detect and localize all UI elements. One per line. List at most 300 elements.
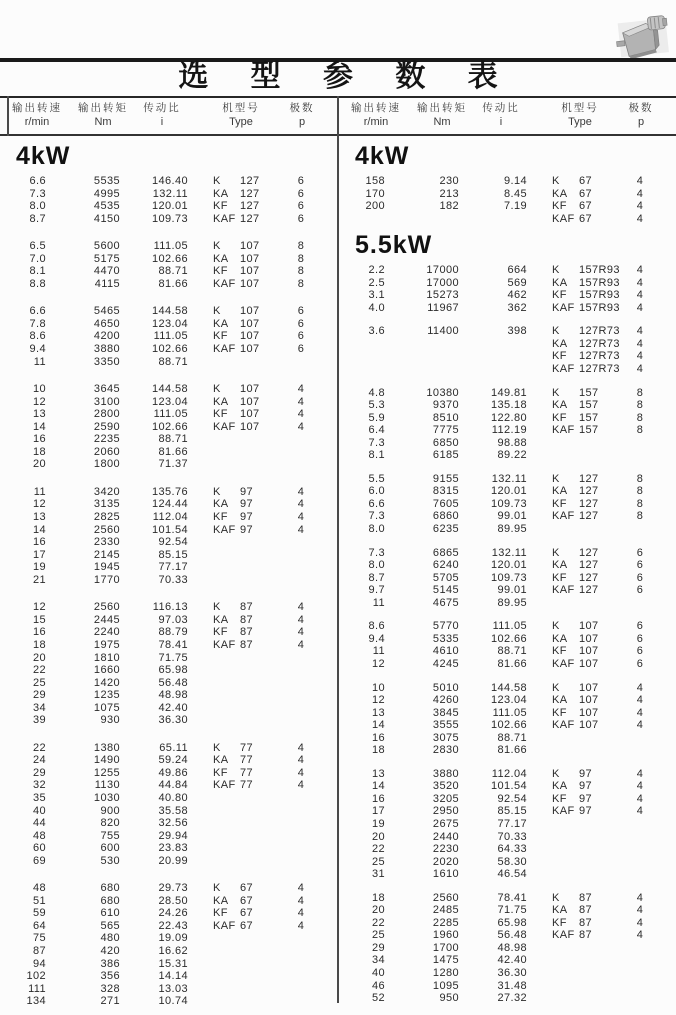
speed-cell: 5.5 [368,472,385,485]
type-cell [213,356,275,369]
table-row [0,626,337,639]
torque-cell: 1030 [93,791,120,804]
table-row [0,754,337,767]
type-prefix: K [213,305,221,318]
type-cell [213,498,275,511]
ratio-cell: 120.01 [151,200,188,213]
ratio-cell: 71.37 [158,458,188,471]
type-cell [552,584,614,597]
table-row [339,992,676,1005]
type-prefix: KF [552,289,567,302]
type-cell [213,213,275,226]
type-size: 107 [579,620,599,633]
type-cell [552,954,614,967]
table-row [339,559,676,572]
poles-cell: 6 [297,200,305,213]
type-size: 67 [240,907,254,920]
speed-cell: 134 [26,995,46,1008]
type-cell [213,433,275,446]
type-cell [213,318,275,331]
table-row [0,240,337,253]
speed-cell: 14 [32,420,46,433]
type-cell [213,639,275,652]
speed-cell: 46 [371,979,385,992]
poles-cell: 4 [636,681,644,694]
header-poles-unit: p [298,116,306,128]
type-cell [552,350,620,363]
ratio-cell: 85.15 [497,805,527,818]
type-prefix: KAF [213,523,236,536]
torque-cell: 3100 [93,395,120,408]
power-heading: 4kW [355,142,410,170]
ratio-cell: 112.04 [152,511,188,524]
type-cell [552,967,614,980]
speed-cell: 20 [371,830,385,843]
type-size: 67 [579,187,593,200]
table-row [339,449,676,462]
table-row [339,682,676,695]
speed-cell: 22 [32,664,46,677]
type-size: 107 [579,681,599,694]
type-size: 127 [579,559,599,572]
type-cell [552,682,614,695]
table-row [0,945,337,958]
type-size: 127 [579,485,599,498]
type-cell [213,895,275,908]
row-block [339,620,676,670]
header-type-zh: 机型号 [561,102,599,114]
table-row [0,433,337,446]
table-row [339,967,676,980]
type-cell [552,449,614,462]
speed-cell: 8.6 [368,620,385,633]
type-cell [213,995,275,1008]
torque-cell: 1075 [93,701,120,714]
speed-cell: 14 [371,719,385,732]
torque-cell: 1095 [432,979,459,992]
ratio-cell: 144.58 [151,383,188,396]
row-block [339,325,676,375]
torque-cell: 3880 [93,343,120,356]
torque-cell: 4650 [93,317,120,330]
type-size: 107 [240,383,260,396]
torque-cell: 1975 [93,638,120,651]
torque-cell: 4610 [432,645,459,658]
type-prefix: KA [552,904,568,917]
type-cell [213,305,275,318]
speed-cell: 11 [33,485,46,498]
type-cell [213,702,275,715]
poles-cell: 4 [297,741,305,754]
torque-cell: 900 [100,804,120,817]
poles-cell: 4 [297,383,305,396]
type-cell [552,633,614,646]
table-row [0,524,337,537]
poles-cell: 4 [297,523,305,536]
type-size: 157 [579,424,599,437]
poles-cell: 4 [636,212,644,225]
type-cell [552,780,614,793]
type-size: 127 [240,212,260,225]
type-cell [552,387,614,400]
table-row [339,473,676,486]
type-prefix: KF [213,511,228,524]
table-row [0,842,337,855]
speed-cell: 11 [33,355,46,368]
table-row [339,843,676,856]
torque-cell: 4535 [93,200,120,213]
ratio-cell: 29.94 [158,829,188,842]
type-cell [552,732,614,745]
type-size: 107 [240,277,260,290]
row-block [339,473,676,536]
type-prefix: K [213,485,221,498]
type-cell [552,917,614,930]
ratio-cell: 36.30 [158,714,188,727]
ratio-cell: 77.17 [497,817,527,830]
table-row [0,995,337,1008]
type-cell [213,253,275,266]
type-prefix: K [552,386,560,399]
speed-cell: 11 [372,596,385,609]
torque-cell: 1945 [93,561,120,574]
torque-cell: 7775 [432,424,459,437]
speed-cell: 8.0 [29,200,46,213]
type-prefix: KAF [213,779,236,792]
poles-cell: 4 [297,638,305,651]
ratio-cell: 70.33 [158,573,188,586]
header-type-unit: Type [229,116,253,128]
torque-cell: 2590 [93,420,120,433]
poles-cell: 6 [636,657,644,670]
speed-cell: 170 [365,187,385,200]
type-cell [552,597,614,610]
ratio-cell: 16.62 [158,944,188,957]
poles-cell: 4 [297,779,305,792]
type-prefix: KA [552,632,568,645]
torque-cell: 17000 [426,276,459,289]
type-size: 107 [579,645,599,658]
poles-cell: 4 [636,187,644,200]
type-prefix: KAF [552,584,575,597]
poles-cell: 8 [636,485,644,498]
speed-cell: 40 [371,966,385,979]
poles-cell: 6 [297,343,305,356]
type-prefix: K [552,325,560,338]
ratio-cell: 135.18 [490,399,527,412]
speed-cell: 19 [32,561,46,574]
type-cell [552,980,614,993]
table-row [0,330,337,343]
ratio-cell: 71.75 [497,904,527,917]
ratio-cell: 89.95 [497,596,527,609]
table-row [339,780,676,793]
torque-cell: 3555 [432,719,459,732]
ratio-cell: 49.86 [158,766,188,779]
torque-cell: 1490 [93,754,120,767]
type-cell [552,498,614,511]
table-row [0,639,337,652]
ratio-cell: 111.05 [153,330,188,343]
speed-cell: 12 [371,657,385,670]
poles-cell: 4 [636,325,644,338]
type-cell [552,843,614,856]
type-cell [552,412,614,425]
ratio-cell: 28.50 [158,894,188,907]
type-prefix: K [213,383,221,396]
ratio-cell: 71.75 [158,651,188,664]
type-prefix: K [213,240,221,253]
ratio-cell: 65.11 [159,741,188,754]
speed-cell: 15 [32,613,46,626]
speed-cell: 6.6 [29,305,46,318]
table-row [339,485,676,498]
ratio-cell: 569 [507,276,527,289]
ratio-cell: 132.11 [152,187,188,200]
ratio-cell: 48.98 [158,689,188,702]
row-block [0,175,337,225]
poles-cell: 6 [297,330,305,343]
speed-cell: 14 [371,780,385,793]
poles-cell: 8 [636,411,644,424]
type-size: 87 [579,904,593,917]
type-cell [213,920,275,933]
type-size: 107 [240,343,260,356]
table-row [339,658,676,671]
speed-cell: 8.7 [368,571,385,584]
speed-cell: 12 [32,498,46,511]
type-size: 107 [240,408,260,421]
type-cell [213,561,275,574]
torque-cell: 610 [100,907,120,920]
type-prefix: KA [552,276,568,289]
type-prefix: K [213,882,221,895]
type-cell [213,383,275,396]
table-row [0,549,337,562]
table-row [0,677,337,690]
speed-cell: 17 [371,805,385,818]
torque-cell: 213 [439,187,459,200]
torque-cell: 6850 [432,436,459,449]
header-ratio-unit: i [499,116,503,128]
ratio-cell: 78.41 [497,891,527,904]
type-size: 97 [579,767,593,780]
power-heading: 4kW [16,142,71,170]
speed-cell: 3.1 [368,289,385,302]
torque-cell: 2485 [432,904,459,917]
type-prefix: KAF [552,363,575,376]
poles-cell: 8 [636,510,644,523]
type-prefix: KAF [552,805,575,818]
table-row [339,363,676,376]
ratio-cell: 144.58 [490,681,527,694]
type-size: 127 [579,497,599,510]
torque-cell: 2675 [432,817,459,830]
row-block [0,742,337,867]
ratio-cell: 56.48 [497,929,527,942]
torque-cell: 271 [100,995,120,1008]
type-size: 107 [240,265,260,278]
table-row [0,253,337,266]
ratio-cell: 135.76 [151,485,188,498]
torque-cell: 2560 [93,601,120,614]
header-speed-zh: 输出转速 [351,102,401,114]
poles-cell: 4 [636,767,644,780]
speed-cell: 25 [371,929,385,942]
table-row [339,980,676,993]
torque-cell: 5145 [432,584,459,597]
table-row [0,742,337,755]
poles-cell: 6 [636,645,644,658]
type-cell [552,719,614,732]
ratio-cell: 88.79 [158,626,188,639]
torque-cell: 1810 [93,651,120,664]
speed-cell: 29 [371,941,385,954]
header-type-unit: Type [568,116,592,128]
torque-cell: 680 [100,894,120,907]
poles-cell: 6 [636,559,644,572]
table-row [0,396,337,409]
poles-cell: 8 [636,424,644,437]
torque-cell: 2240 [93,626,120,639]
type-size: 107 [240,420,260,433]
poles-cell: 4 [297,766,305,779]
table-row [0,805,337,818]
torque-cell: 1280 [432,966,459,979]
torque-cell: 386 [100,957,120,970]
header-speed-unit: r/min [24,116,50,128]
type-size: 67 [579,212,593,225]
poles-cell: 8 [297,240,305,253]
torque-cell: 950 [439,992,459,1005]
type-cell [213,907,275,920]
speed-cell: 8.8 [29,277,46,290]
speed-cell: 52 [371,992,385,1005]
type-size: 77 [240,754,254,767]
poles-cell: 4 [297,395,305,408]
poles-cell: 4 [297,498,305,511]
type-size: 107 [240,252,260,265]
type-prefix: KAF [552,719,575,732]
type-size: 127 [240,200,260,213]
header-poles-zh: 极数 [289,102,315,114]
type-cell [213,664,275,677]
poles-cell: 8 [297,265,305,278]
table-row [0,983,337,996]
type-cell [213,805,275,818]
ratio-cell: 10.74 [158,995,188,1008]
ratio-cell: 88.71 [158,265,188,278]
type-size: 157R93 [579,301,620,314]
table-row [339,768,676,781]
type-cell [213,408,275,421]
table-row [0,265,337,278]
table-row [0,714,337,727]
speed-cell: 9.7 [368,584,385,597]
type-cell [552,363,620,376]
table-row [0,702,337,715]
page-title: 选 型 参 数 表 [178,60,515,93]
table-row [339,942,676,955]
speed-cell: 7.3 [368,510,385,523]
type-cell [552,264,620,277]
speed-cell: 20 [371,904,385,917]
table-row [0,907,337,920]
ratio-cell: 20.99 [158,854,188,867]
torque-cell: 3845 [432,706,459,719]
speed-cell: 12 [32,395,46,408]
row-block [0,486,337,586]
poles-cell: 4 [636,929,644,942]
table-row [0,305,337,318]
type-prefix: KAF [213,919,236,932]
poles-cell: 4 [297,408,305,421]
speed-cell: 19 [371,817,385,830]
poles-cell: 4 [636,264,644,277]
torque-cell: 4470 [93,265,120,278]
type-cell [213,601,275,614]
power-heading: 5.5kW [355,231,433,260]
type-size: 67 [240,894,254,907]
type-cell [552,707,614,720]
type-size: 107 [240,240,260,253]
torque-cell: 820 [100,817,120,830]
ratio-cell: 101.54 [490,780,527,793]
torque-cell: 9370 [432,399,459,412]
speed-cell: 51 [32,894,46,907]
speed-cell: 11 [372,645,385,658]
speed-cell: 22 [32,741,46,754]
ratio-cell: 22.43 [158,919,188,932]
table-row [339,289,676,302]
speed-cell: 6.6 [29,175,46,187]
table-row [0,932,337,945]
table-row [0,421,337,434]
ratio-cell: 59.24 [158,754,188,767]
speed-cell: 10 [32,383,46,396]
table-row [339,264,676,277]
type-size: 87 [579,891,593,904]
type-prefix: KF [552,706,567,719]
header-type [206,102,276,129]
torque-cell: 4995 [93,187,120,200]
type-size: 67 [579,175,593,187]
type-prefix: KAF [213,420,236,433]
poles-cell: 6 [297,305,305,318]
type-prefix: KAF [552,301,575,314]
ratio-cell: 109.73 [490,571,527,584]
speed-cell: 21 [32,573,46,586]
table-row [0,356,337,369]
type-cell [213,265,275,278]
header-torque-zh: 输出转矩 [78,102,128,114]
speed-cell: 32 [32,779,46,792]
torque-cell: 8510 [432,411,459,424]
ratio-cell: 92.54 [497,792,527,805]
ratio-cell: 36.30 [497,966,527,979]
table-row [339,350,676,363]
ratio-cell: 42.40 [158,701,188,714]
type-cell [552,325,620,338]
poles-cell: 4 [297,882,305,895]
torque-cell: 755 [100,829,120,842]
header-ratio [132,102,192,129]
torque-cell: 6235 [432,523,459,536]
table-row [339,645,676,658]
table-row [339,213,676,226]
type-prefix: KA [552,337,568,350]
speed-cell: 111 [28,982,46,995]
